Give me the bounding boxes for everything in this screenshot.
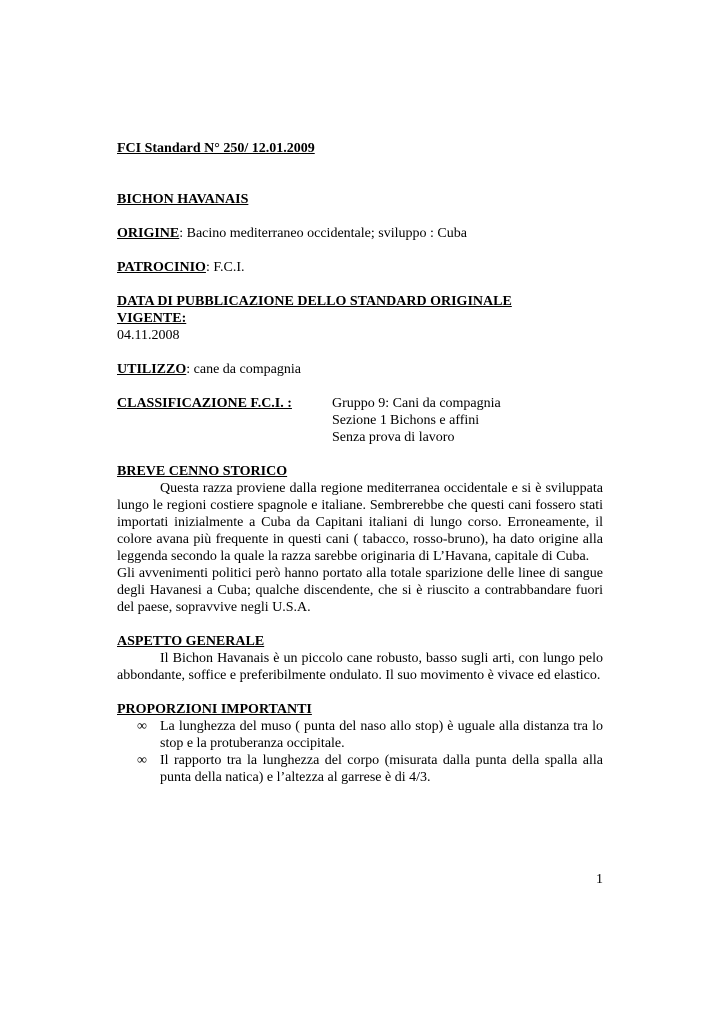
proporzioni-list (117, 718, 603, 786)
list-item (117, 718, 603, 752)
page-number: 1 (596, 872, 603, 887)
origine-value: Bacino mediterraneo occidentale; sviluppo : Cuba (186, 226, 467, 241)
storico-paragraph-2: Gli avvenimenti politici però hanno portato alla totale sparizione delle linee di sangue degli Havanesi a Cuba; qualche discendente, che si è riuscito a contrabbandare fuori del paese, sopravvive negli U.S.A. (117, 566, 603, 615)
utilizzo-sep: : (186, 362, 194, 377)
utilizzo-value: cane da compagnia (193, 362, 301, 377)
classificazione-label: CLASSIFICAZIONE F.C.I. : (117, 396, 292, 411)
origine-line (117, 225, 603, 242)
aspetto-paragraph: Il Bichon Havanais è un piccolo cane robusto, basso sugli arti, con lungo pelo abbondante, soffice e preferibilmente ondulato. Il suo movimento è vivace ed elastico. (117, 651, 603, 683)
proporzioni-heading: PROPORZIONI IMPORTANTI (117, 702, 312, 717)
storico-paragraph-1: Questa razza proviene dalla regione mediterranea occidentale e si è sviluppata lungo le regioni costiere spagnole e italiane. Sembrerebbe che questi cani fossero stati importati inizialmente a Cuba da Capitani italiani di lungo corso. Erroneamente, il colore avana più frequente in questi cani ( tabacco, rosso-bruno), ha dato origine alla leggenda secondo la quale la razza sarebbe originaria di L’Havana, capitale di Cuba. (117, 481, 603, 564)
pubblicazione-label-line2: VIGENTE: (117, 311, 187, 326)
breed-title: BICHON HAVANAIS (117, 192, 249, 207)
classificazione-sezione (332, 412, 603, 429)
patrocinio-label: PATROCINIO (117, 260, 206, 275)
list-item (117, 752, 603, 786)
classificazione-gruppo: Gruppo 9: Cani da compagnia (332, 396, 501, 411)
standard-number: FCI Standard N° 250/ 12.01.2009 (117, 141, 315, 156)
infinity-bullet-icon: ∞ (137, 719, 147, 734)
utilizzo-label: UTILIZZO (117, 362, 187, 377)
patrocinio-value: F.C.I. (213, 260, 245, 275)
aspetto-heading: ASPETTO GENERALE (117, 634, 265, 649)
classificazione-block (117, 395, 603, 446)
origine-label: ORIGINE (117, 226, 180, 241)
storico-heading: BREVE CENNO STORICO (117, 464, 288, 479)
patrocinio-sep: : (205, 260, 214, 275)
sezione-label: Sezione 1 (332, 413, 387, 428)
origine-sep: : (179, 226, 187, 241)
document-body (117, 140, 603, 786)
list-item-text: La lunghezza del muso ( punta del naso allo stop) è uguale alla distanza tra lo stop e la protuberanza occipitale. (160, 719, 603, 751)
utilizzo-line (117, 361, 603, 378)
classificazione-lavoro: Senza prova di lavoro (332, 430, 455, 445)
infinity-bullet-icon: ∞ (137, 753, 147, 768)
sezione-value: Bichons e affini (390, 413, 480, 428)
pubblicazione-label-line1: DATA DI PUBBLICAZIONE DELLO STANDARD ORIGINALE (117, 294, 512, 309)
list-item-text: Il rapporto tra la lunghezza del corpo (misurata dalla punta della spalla alla punta della natica) e l’altezza al garrese è di 4/3. (160, 753, 603, 785)
pubblicazione-value: 04.11.2008 (117, 328, 180, 343)
patrocinio-line (117, 259, 603, 276)
